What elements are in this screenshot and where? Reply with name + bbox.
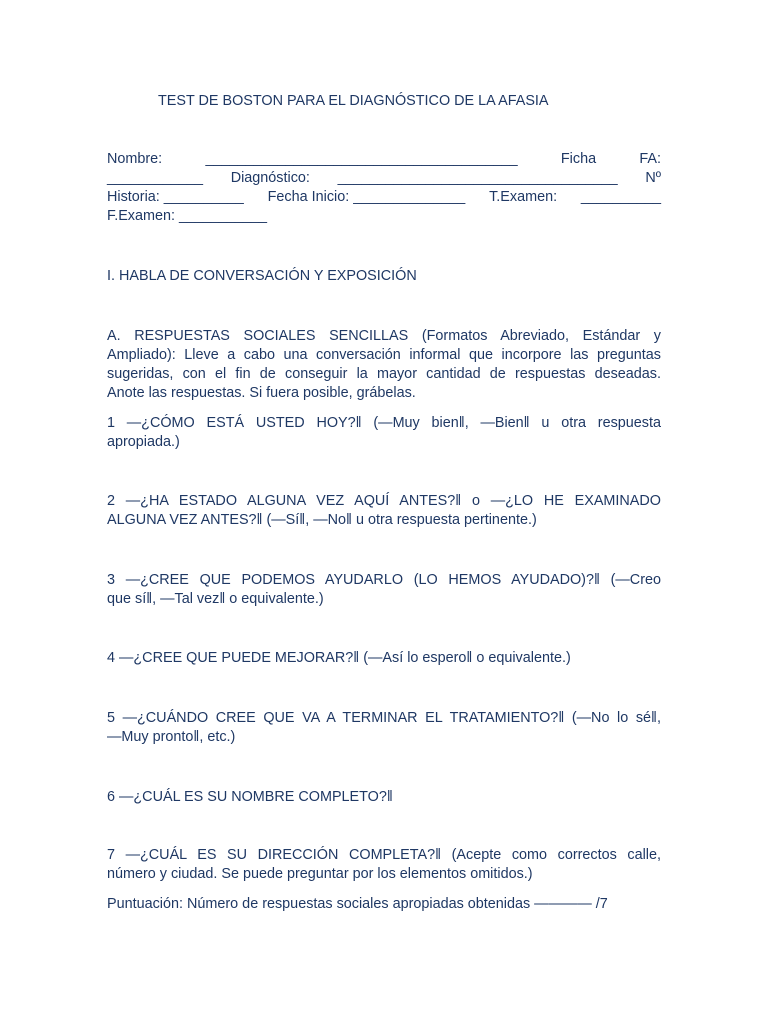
form-header: [107, 150, 661, 226]
name-field-blank: _______________________________________: [205, 151, 518, 167]
question-text-cont: número y ciudad. Se puede preguntar por los elementos omitidos.): [107, 866, 533, 882]
ficha-label: Ficha: [560, 151, 597, 167]
intro-paragraph: [107, 327, 661, 403]
question-text: 7 ―¿CUÁL ES SU DIRECCIÓN COMPLETA?‖ (Acepte como correctos calle,: [107, 847, 661, 863]
question-text-cont: apropiada.): [107, 434, 180, 450]
section-title: I. HABLA DE CONVERSACIÓN Y EXPOSICIÓN: [107, 268, 417, 284]
fa-label: FA:: [639, 151, 661, 167]
history-field: Historia: __________: [107, 189, 244, 205]
question-4: 4 ―¿CREE QUE PUEDE MEJORAR?‖ (―Así lo espero‖ o equivalente.): [107, 650, 571, 666]
diagnosis-field-blank: ___________________________________: [337, 170, 618, 186]
form-line-3: [107, 188, 661, 207]
diagnosis-label: Diagnóstico:: [230, 170, 310, 186]
intro-line-2: [107, 346, 661, 365]
intro-text: Ampliado): Lleve a cabo una conversación informal que incorpore las preguntas: [107, 347, 661, 363]
intro-text: A. RESPUESTAS SOCIALES SENCILLAS (Formatos Abreviado, Estándar y: [107, 328, 661, 344]
question-text: 2 ―¿HA ESTADO ALGUNA VEZ AQUÍ ANTES?‖ o ―¿LO HE EXAMINADO: [107, 493, 661, 509]
question-text: 5 ―¿CUÁNDO CREE QUE VA A TERMINAR EL TRATAMIENTO?‖ (―No lo sé‖,: [107, 710, 661, 726]
score-line: Puntuación: Número de respuestas sociales apropiadas obtenidas ———— /7: [107, 896, 608, 912]
intro-text: sugeridas, con el fin de conseguir la mayor cantidad de respuestas deseadas.: [107, 366, 661, 382]
question-7: [107, 846, 661, 884]
intro-line-1: [107, 327, 661, 346]
question-1: [107, 414, 661, 452]
intro-line-3: [107, 365, 661, 384]
question-text-cont: ALGUNA VEZ ANTES?‖ (―Sí‖, ―No‖ u otra respuesta pertinente.): [107, 512, 537, 528]
number-label: Nº: [645, 170, 661, 186]
form-line-1: [107, 150, 661, 169]
question-text: 1 ―¿CÓMO ESTÁ USTED HOY?‖ (―Muy bien‖, ―Bien‖ u otra respuesta: [107, 415, 661, 431]
exam-date-field: F.Examen: ___________: [107, 208, 268, 224]
question-5: [107, 709, 661, 747]
exam-time-label: T.Examen:: [489, 189, 558, 205]
fa-field-blank: ____________: [107, 170, 204, 186]
start-date-field: Fecha Inicio: ______________: [267, 189, 466, 205]
question-2: [107, 492, 661, 530]
question-3: [107, 571, 661, 609]
intro-line-4: Anote las respuestas. Si fuera posible, grábelas.: [107, 385, 416, 401]
question-6: 6 ―¿CUÁL ES SU NOMBRE COMPLETO?‖: [107, 789, 393, 805]
exam-time-blank: __________: [580, 189, 661, 205]
question-text: 3 ―¿CREE QUE PODEMOS AYUDARLO (LO HEMOS AYUDADO)?‖ (―Creo: [107, 572, 661, 588]
question-text-cont: ―Muy pronto‖, etc.): [107, 729, 236, 745]
name-label: Nombre:: [107, 151, 163, 167]
question-text-cont: que sí‖, ―Tal vez‖ o equivalente.): [107, 591, 324, 607]
document-title: TEST DE BOSTON PARA EL DIAGNÓSTICO DE LA AFASIA: [158, 93, 549, 109]
form-line-2: [107, 169, 661, 188]
